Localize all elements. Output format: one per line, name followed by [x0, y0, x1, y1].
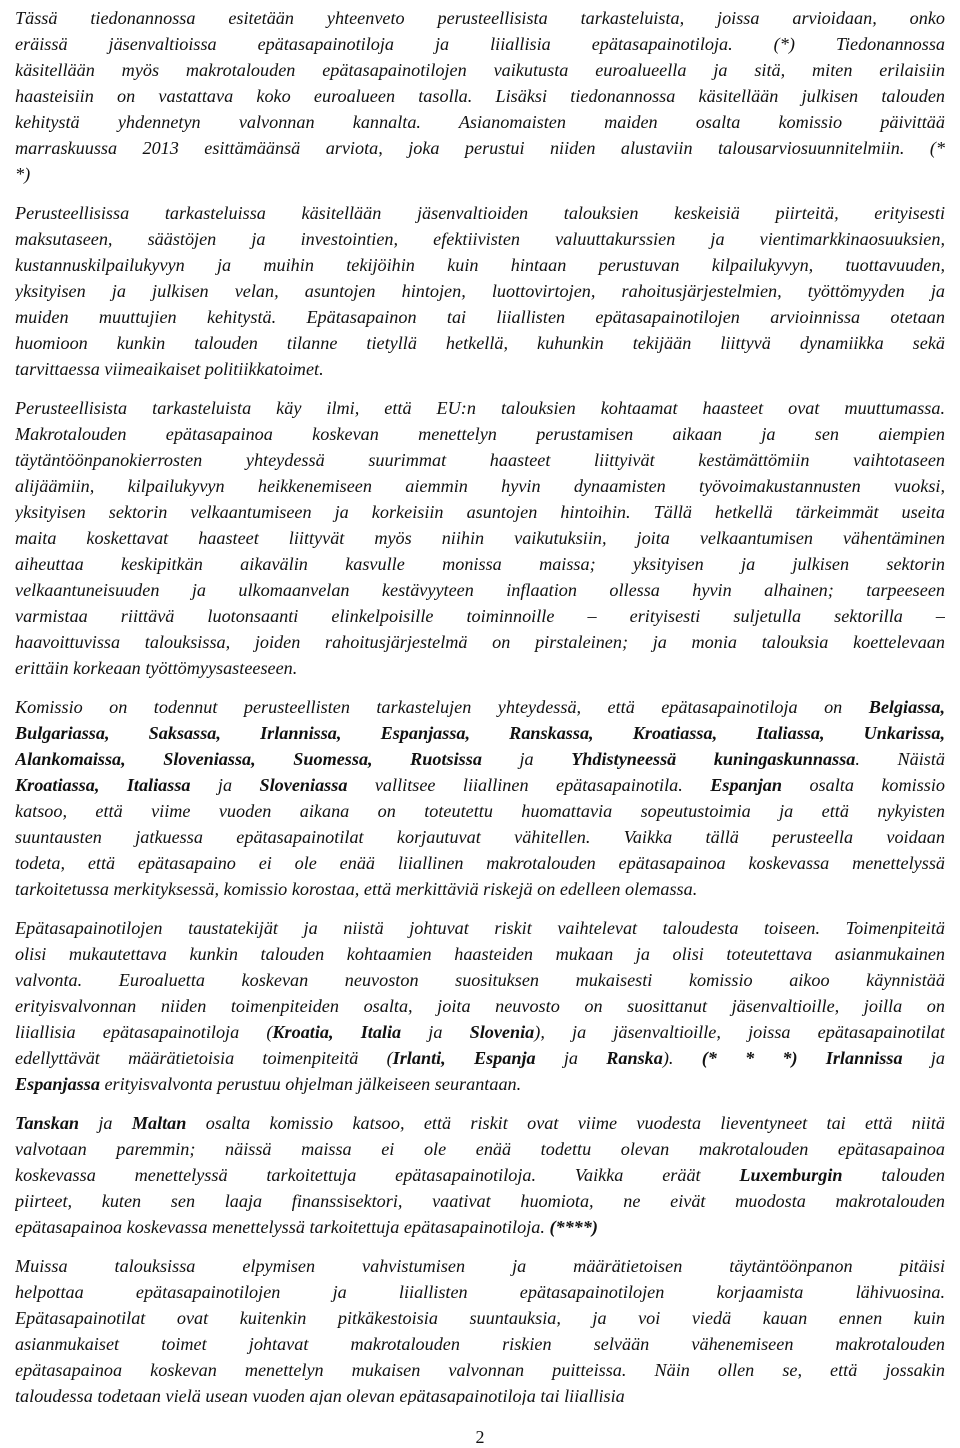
text-line	[15, 720, 945, 746]
text-line: haasteisiin on vastattava koko euroalueen tasolla. Lisäksi tiedonannossa käsitellään julkisen talouden	[15, 86, 945, 106]
text-line: velkaantuneisuuden ja ulkomaanvelan kestävyyteen inflaation ollessa hyvin alhainen; tarpeeseen	[15, 580, 945, 600]
bold-term: Bulgariassa, Saksassa, Irlannissa, Espanjassa, Ranskassa, Kroatiassa, Italiassa, Unkarissa,	[15, 723, 945, 743]
bold-term: Ranska	[606, 1048, 663, 1068]
text-line: *)	[15, 164, 31, 184]
paragraph-challenges	[15, 395, 945, 681]
text-line: todeta, että epätasapaino ei ole enää liiallinen makrotalouden epätasapainoa koskevassa menettelyssä	[15, 853, 945, 873]
text-line: Epätasapainotilojen taustatekijät ja niistä johtuvat riskit vaihtelevat taloudesta toiseen. Toimenpiteitä	[15, 918, 945, 938]
text-line: valvotaan paremmin; näissä maissa ei ole enää todettu olevan makrotalouden epätasapainoa	[15, 1139, 945, 1159]
text-line: suuntausten jatkuessa epätasapainotilat korjautuvat vähitellen. Vaikka tällä perusteella voidaan	[15, 827, 945, 847]
text-line: Tanskan ja Maltan osalta komissio katsoo, että riskit ovat viime vuodesta lieventyneet tai että niitä	[15, 1113, 945, 1133]
text-line: liiallisia epätasapainotiloja (Kroatia, Italia ja Slovenia), ja jäsenvaltioille, joissa epätasapainotilat	[15, 1022, 945, 1042]
text-line: yksityisen sektorin velkaantumiseen ja korkeisiin asuntojen hintoihin. Tällä hetkellä tärkeimmät useita	[15, 502, 945, 522]
bold-term: Belgiassa,	[868, 697, 945, 717]
bold-term: Espanjan	[710, 775, 783, 795]
text-line: Komissio on todennut perusteellisten tarkastelujen yhteydessä, että epätasapainotiloja on Belgiassa,	[15, 697, 945, 717]
text-line: Kroatiassa, Italiassa ja Sloveniassa vallitsee liiallinen epätasapainotila. Espanjan osalta komissio	[15, 775, 945, 795]
text-line: kustannuskilpailukyvyn ja muihin tekijöihin kuin hintaan perustuvan kilpailukyvyn, tuottavuuden,	[15, 255, 945, 275]
text-line: varmistaa riittävä luotonsaanti elinkelpoisille toiminnoille – erityisesti suljetulla sektorilla –	[15, 606, 945, 626]
paragraph-findings	[15, 694, 945, 902]
bold-term: Alankomaissa, Sloveniassa, Suomessa, Ruotsissa	[15, 749, 482, 769]
bold-term: Maltan	[131, 1113, 187, 1133]
bold-term: Espanjassa	[15, 1074, 100, 1094]
bold-term: Irlanti, Espanja	[392, 1048, 536, 1068]
text-line: maita koskettavat haasteet liittyvät myös niihin vaikutuksiin, joita velkaantumisen vähentäminen	[15, 528, 945, 548]
text-line: muiden muuttujien kehitystä. Epätasapainon tai liiallisten epätasapainotilojen arvioinnissa otetaan	[15, 307, 945, 327]
text-line: helpottaa epätasapainotilojen ja liiallisten epätasapainotilojen korjaamista lähivuosina.	[15, 1282, 945, 1302]
bold-term: Kroatiassa, Italiassa	[15, 775, 191, 795]
bold-term: (* * *) Irlannissa	[701, 1048, 903, 1068]
text-line: piirteet, kuten sen laaja finanssisektori, vaativat huomiota, ne eivät muodosta makrotalouden	[15, 1191, 945, 1211]
text-line: koskevassa menettelyssä tarkoitettuja epätasapainotiloja. Vaikka eräät Luxemburgin talouden	[15, 1165, 945, 1185]
text-line: maksutaseen, säästöjen ja investointien, efektiivisten valuuttakurssien ja vientimarkkinaosuuksien,	[15, 229, 945, 249]
bold-term: Sloveniassa	[259, 775, 348, 795]
text-line: käsitellään myös makrotalouden epätasapainotilojen vaikutusta euroalueella ja sitä, miten erilaisiin	[15, 60, 945, 80]
text-line: Perusteellisista tarkasteluista käy ilmi, että EU:n talouksien kohtaamat haasteet ovat muuttumassa.	[15, 398, 945, 418]
text-line: huomioon kunkin talouden tilanne tietyllä hetkellä, kuhunkin tekijään liittyvä dynamiikka sekä	[15, 333, 945, 353]
bold-term: Kroatia, Italia	[272, 1022, 402, 1042]
text-line: kehitystä yhdennetyn valvonnan kannalta. Asianomaisten maiden osalta komissio päivittää	[15, 112, 945, 132]
paragraph-intro	[15, 5, 945, 187]
text-line: taloudessa todetaan vielä usean vuoden ajan olevan epätasapainotiloja tai liiallisia	[15, 1386, 625, 1405]
text-line: eräissä jäsenvaltioissa epätasapainotiloja ja liiallisia epätasapainotiloja. (*) Tiedonannossa	[15, 34, 945, 54]
text-line: Epätasapainotilat ovat kuitenkin pitkäkestoisia suuntauksia, ja voi viedä kauan ennen kuin	[15, 1308, 945, 1328]
text-line: yksityisen ja julkisen velan, asuntojen hintojen, luottovirtojen, rahoitusjärjestelmien, työttömyyden ja	[15, 281, 945, 301]
page-number: 2	[475, 1427, 485, 1447]
text-line: epätasapainoa koskevassa menettelyssä tarkoitettuja epätasapainotiloja. (****)	[15, 1217, 598, 1237]
bold-term: Slovenia	[469, 1022, 535, 1042]
text-line: aiheuttaa keskipitkän aikavälin kasvulle monissa maissa; yksityisen ja julkisen sektorin	[15, 554, 945, 574]
paragraph-outlook	[15, 1253, 945, 1405]
text-line: epätasapainoa koskevan menettelyn mukaisen valvonnan puitteissa. Näin ollen se, että jossakin	[15, 1360, 945, 1380]
paragraph-analysis-scope	[15, 200, 945, 382]
text-line: erityisvalvonnan niiden toimenpiteiden osalta, joita neuvosto on suosittanut jäsenvaltioille, joilla on	[15, 996, 945, 1016]
text-line: tarvittaessa viimeaikaiset politiikkatoimet.	[15, 359, 324, 379]
text-line: marraskuussa 2013 esittämäänsä arviota, joka perustui niiden alustaviin talousarviosuunnitelmiin. (*	[15, 138, 945, 158]
bold-term: Yhdistyneessä kuningaskunnassa	[571, 749, 856, 769]
bold-term: Luxemburgin	[739, 1165, 843, 1185]
text-line: Muissa talouksissa elpymisen vahvistumisen ja määrätietoisen täytäntöönpanon pitäisi	[15, 1256, 945, 1276]
text-line: olisi mukautettava kunkin talouden kohtaamien haasteiden mukaan ja olisi toteutettava asianmukainen	[15, 944, 945, 964]
text-line: alijäämiin, kilpailukyvyn heikkenemiseen aiemmin hyvin dynaamisten työvoimakustannusten vuoksi,	[15, 476, 945, 496]
text-line: Perusteellisissa tarkasteluissa käsitellään jäsenvaltioiden talouksien keskeisiä piirteitä, erityisesti	[15, 203, 945, 223]
text-line: haavoittuvissa talouksissa, joiden rahoitusjärjestelmä on pirstaleinen; ja monia talouksia koettelevaan	[15, 632, 945, 652]
bold-term: Tanskan	[15, 1113, 80, 1133]
bold-term: (****)	[549, 1217, 598, 1237]
text-line: Alankomaissa, Sloveniassa, Suomessa, Ruotsissa ja Yhdistyneessä kuningaskunnassa. Näistä	[15, 749, 945, 769]
text-line: asianmukaiset toimet johtavat makrotalouden riskien selvään vähenemiseen makrotalouden	[15, 1334, 945, 1354]
text-line: edellyttävät määrätietoisia toimenpiteitä (Irlanti, Espanja ja Ranska). (* * *) Irlannissa ja	[15, 1048, 945, 1068]
document-page	[15, 5, 945, 1405]
text-line: katsoo, että viime vuoden aikana on toteutettu huomattavia sopeutustoimia ja että nykyisten	[15, 801, 945, 821]
paragraph-monitoring	[15, 915, 945, 1097]
text-line: Makrotalouden epätasapainoa koskevan menettelyn perustamisen aikaan ja sen aiempien	[15, 424, 945, 444]
text-line: erittäin korkeaan työttömyysasteeseen.	[15, 658, 298, 678]
text-line: Espanjassa erityisvalvonta perustuu ohjelman jälkeiseen seurantaan.	[15, 1074, 522, 1094]
text-line: valvonta. Euroaluetta koskevan neuvoston suosituksen mukaisesti komissio aikoo käynnistää	[15, 970, 945, 990]
text-line: tarkoitetussa merkityksessä, komissio korostaa, että merkittäviä riskejä on edelleen olemassa.	[15, 879, 698, 899]
text-line: täytäntöönpanokierrosten yhteydessä suurimmat haasteet liittyivät kestämättömiin vaihtotaseen	[15, 450, 945, 470]
paragraph-risks-reduced	[15, 1110, 945, 1240]
text-line: Tässä tiedonannossa esitetään yhteenveto perusteellisista tarkasteluista, joissa arvioidaan, onko	[15, 8, 945, 28]
